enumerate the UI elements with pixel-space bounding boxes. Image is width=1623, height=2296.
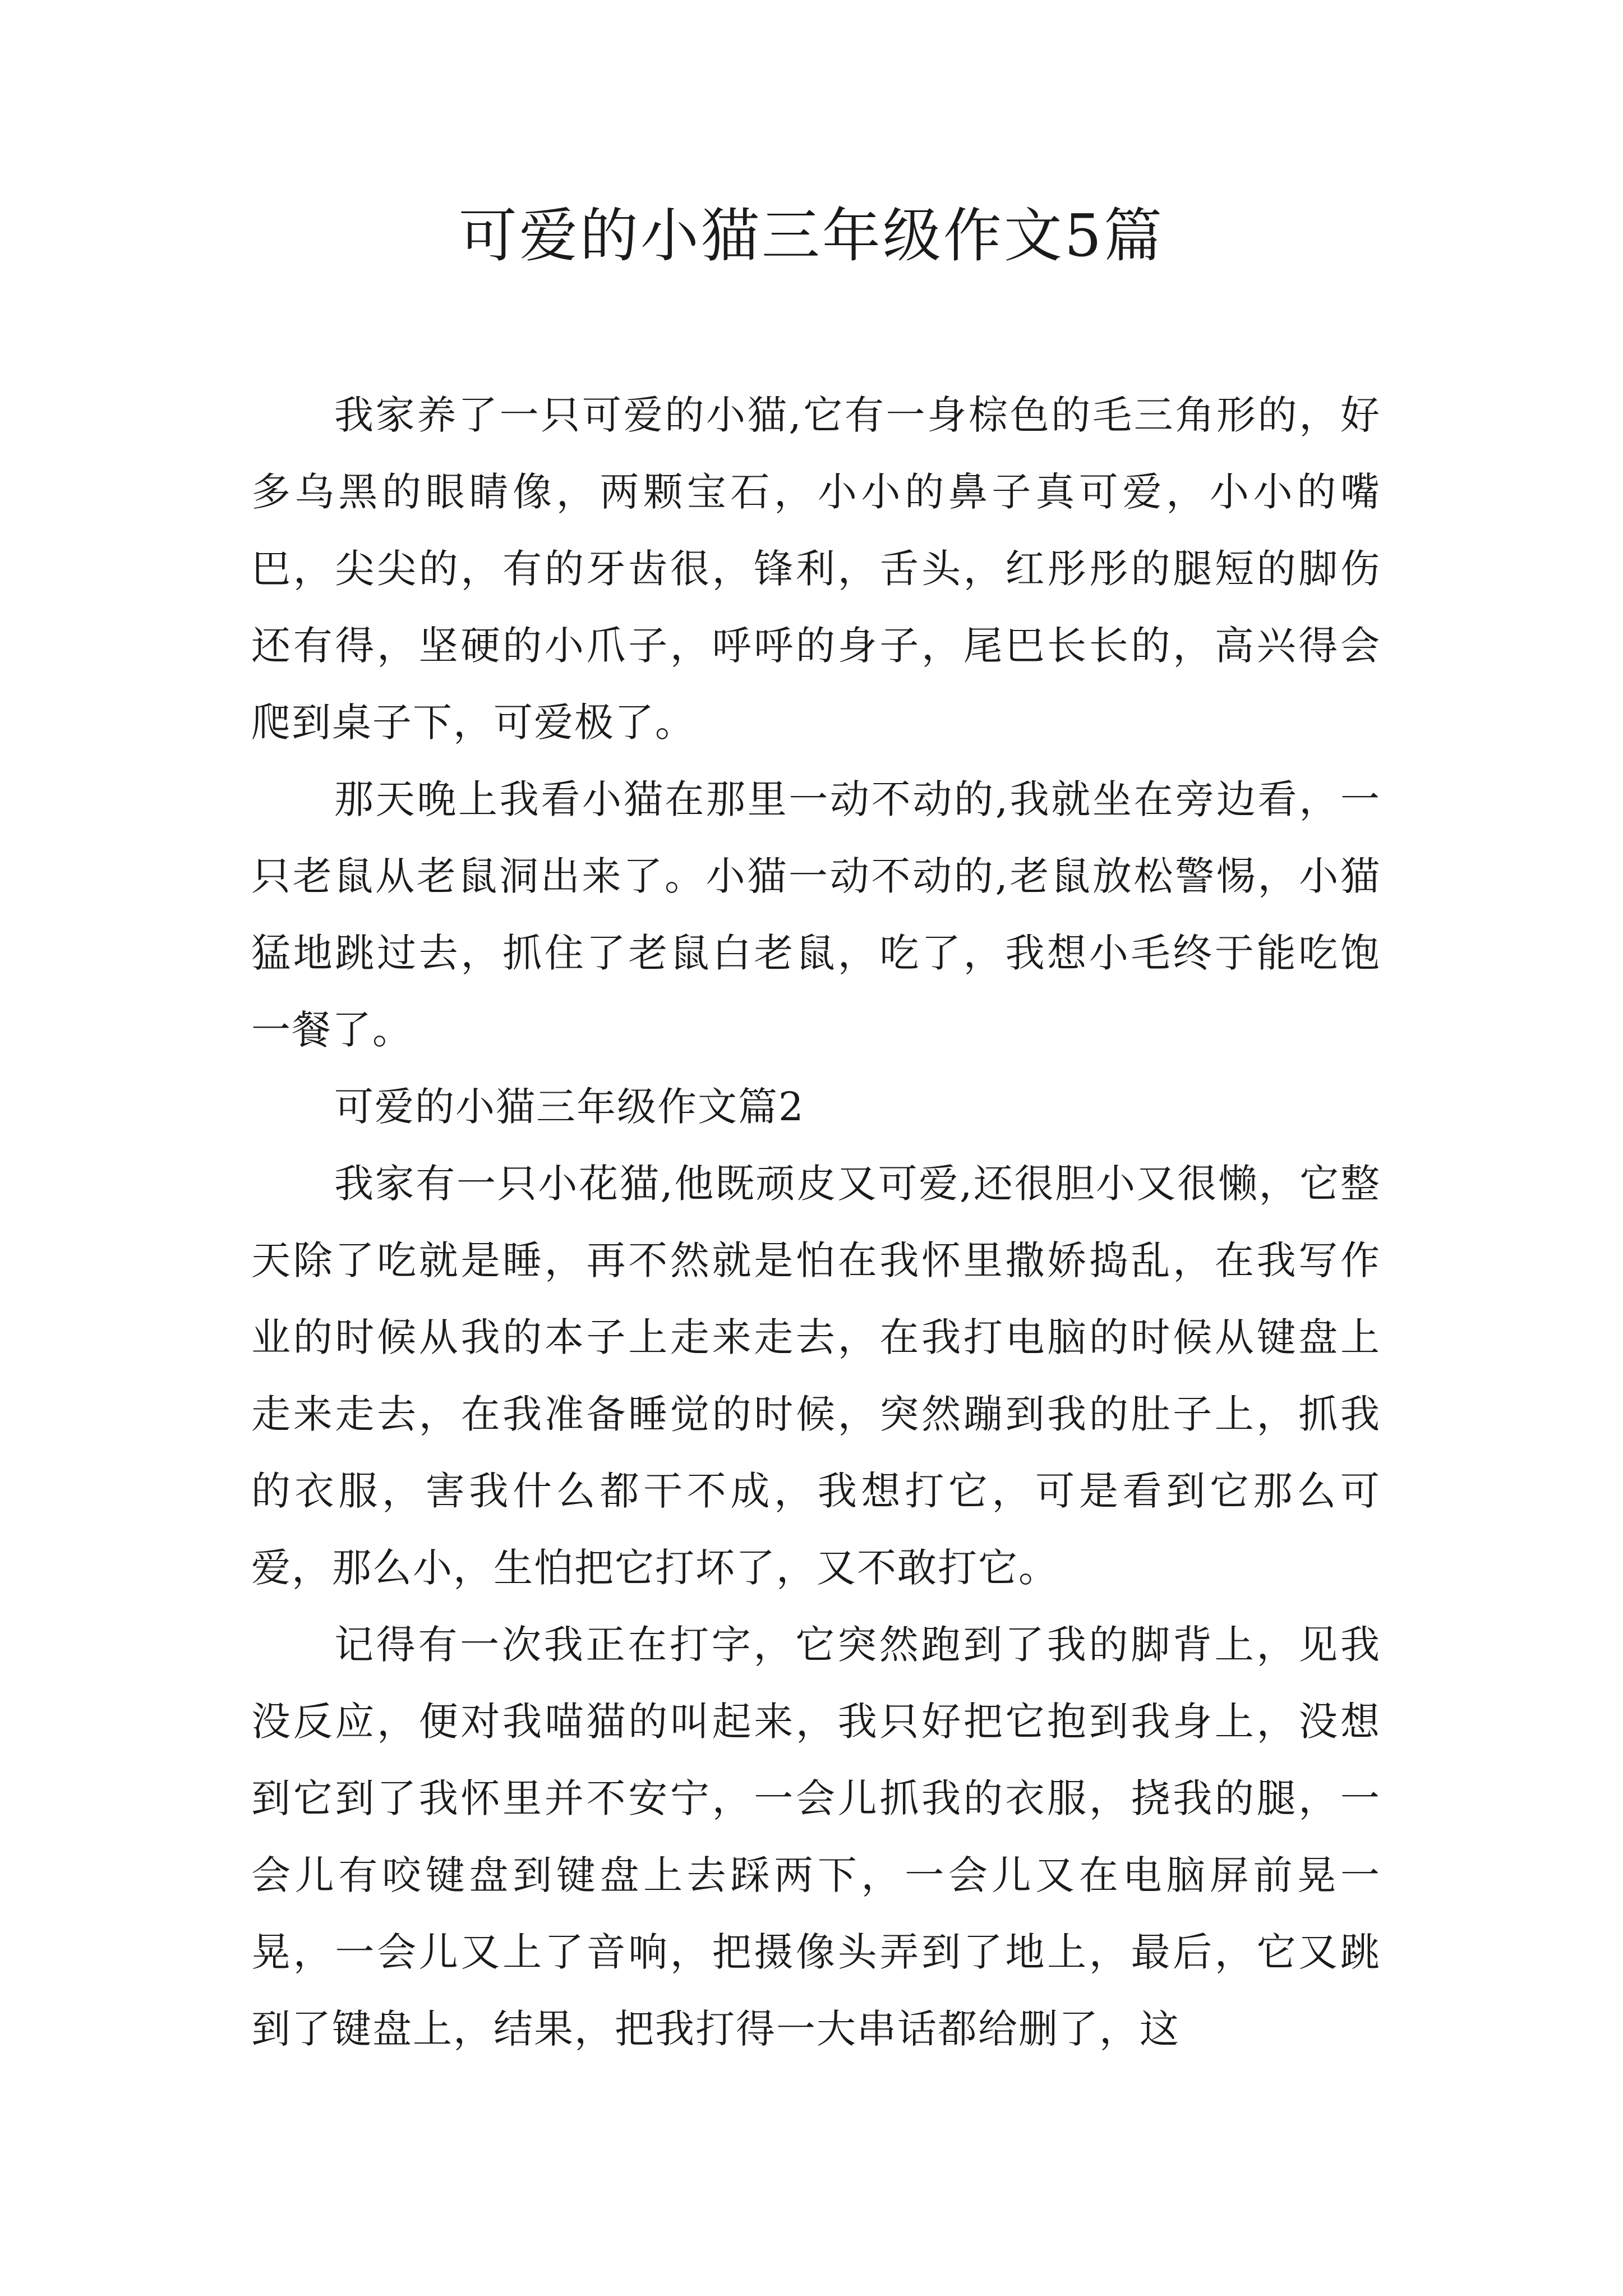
section-heading-2: 可爱的小猫三年级作文篇2	[334, 1084, 805, 1130]
paragraph-3: 我家有一只小花猫,他既顽皮又可爱,还很胆小又很懒，它整天除了吃就是睡，再不然就是怕在我怀里撒娇捣乱，在我写作业的时候从我的本子上走来走去，在我打电脑的时候从键盘上走来走去，在我准备睡觉的时候，突然蹦到我的肚子上，抓我的衣服，害我什么都干不成，我想打它，可是看到它那么可爱，那么小，生怕把它打坏了，又不敢打它。	[251, 1161, 1381, 1591]
document-body	[251, 377, 1381, 2068]
paragraph-4: 记得有一次我正在打字，它突然跑到了我的脚背上，见我没反应，便对我喵猫的叫起来，我只好把它抱到我身上，没想到它到了我怀里并不安宁，一会儿抓我的衣服，挠我的腿，一会儿有咬键盘到键盘上去踩两下，一会儿又在电脑屏前晃一晃，一会儿又上了音响，把摄像头弄到了地上，最后，它又跳到了键盘上，结果，把我打得一大串话都给删了，这	[251, 1622, 1381, 2052]
paragraph-2: 那天晚上我看小猫在那里一动不动的,我就坐在旁边看，一只老鼠从老鼠洞出来了。小猫一动不动的,老鼠放松警惕，小猫猛地跳过去，抓住了老鼠白老鼠，吃了，我想小毛终于能吃饱一餐了。	[251, 776, 1381, 1053]
document-title: 可爱的小猫三年级作文5篇	[458, 201, 1165, 270]
paragraph-1: 我家养了一只可爱的小猫,它有一身棕色的毛三角形的，好多乌黑的眼睛像，两颗宝石，小小的鼻子真可爱，小小的嘴巴，尖尖的，有的牙齿很，锋利，舌头，红彤彤的腿短的脚伤还有得，坚硬的小爪子，呼呼的身子，尾巴长长的，高兴得会爬到桌子下，可爱极了。	[251, 392, 1381, 746]
